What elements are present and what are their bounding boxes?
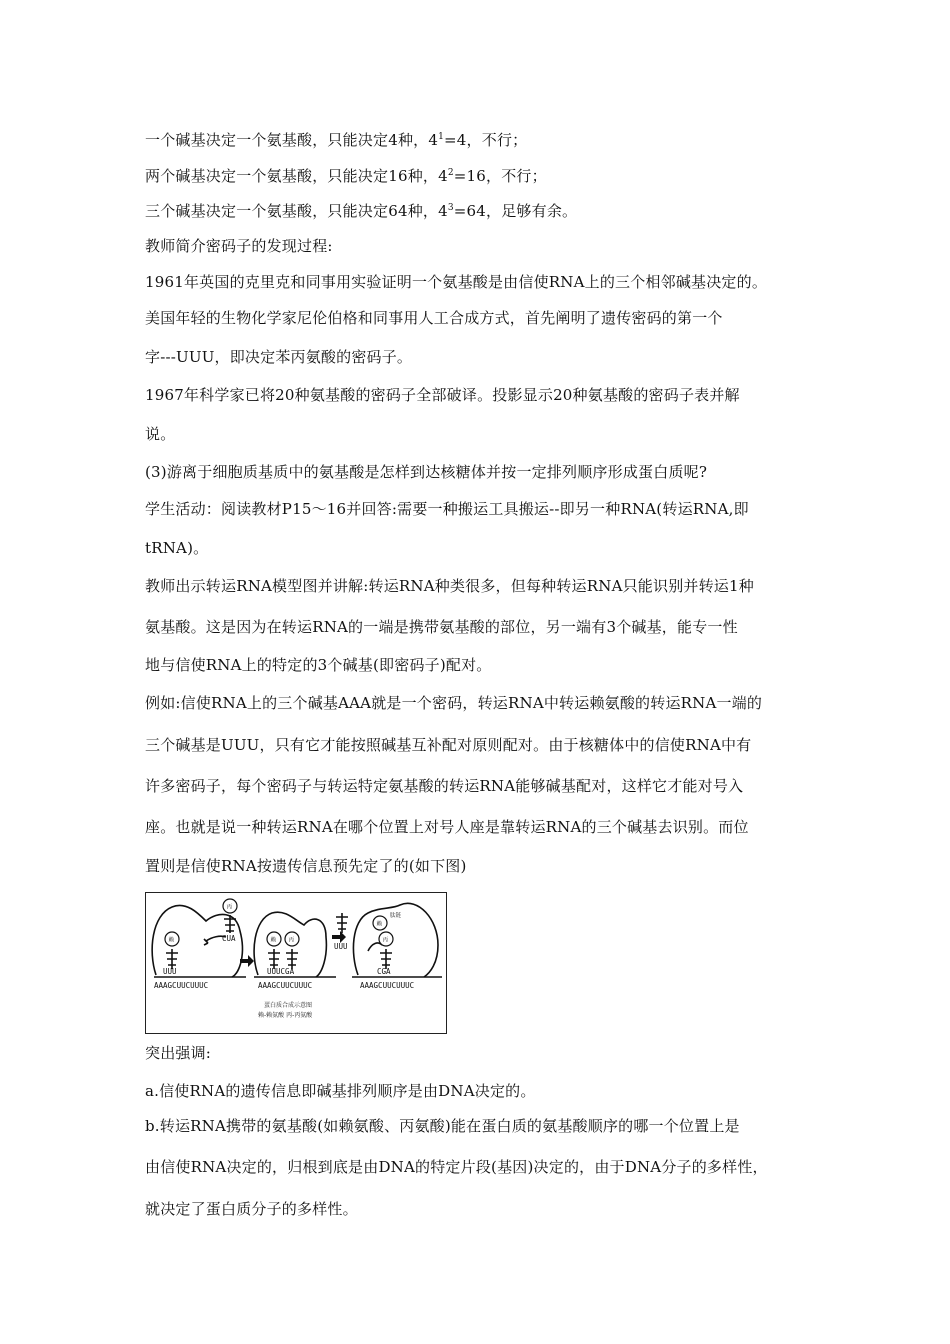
text-line: 两个碱基决定一个氨基酸，只能决定16种，$4^2=16$，不行； [145, 167, 547, 185]
text-line: 氨基酸。这是因为在转运RNA的一端是携带氨基酸的部位，另一端有3个碱基，能专一性 [145, 618, 738, 636]
figure-caption: 蛋白质合成示意图 [264, 1002, 313, 1009]
anticodon: UUU [163, 967, 177, 976]
text-line: 例如:信使RNA上的三个碱基AAA就是一个密码，转运RNA中转运赖氨酸的转运RNA一端的 [145, 694, 763, 712]
anticodon: UUUCGA [267, 967, 295, 976]
text-line: 突出强调: [145, 1044, 212, 1062]
text-line: 教师出示转运RNA模型图并讲解:转运RNA种类很多，但每种转运RNA只能识别并转运1种 [145, 577, 754, 595]
anticodon: CUA [222, 934, 236, 943]
amino-label-ala: 丙 [226, 904, 233, 911]
text-line: 三个碱基决定一个氨基酸，只能决定64种，$4^3=64$，足够有余。 [145, 202, 578, 220]
mrna-sequence: AAAGCUUCUUUC [258, 981, 313, 990]
text-line: 由信使RNA决定的，归根到底是由DNA的特定片段(基因)决定的，由于DNA分子的多样性， [145, 1158, 768, 1176]
mrna-sequence: AAAGCUUCUUUC [154, 981, 209, 990]
text-line: 学生活动：阅读教材P15～16并回答:需要一种搬运工具搬运--即另一种RNA(转运RNA,即 [145, 500, 749, 518]
text-line: 美国年轻的生物化学家尼伦伯格和同事用人工合成方式，首先阐明了遗传密码的第一个 [145, 309, 723, 327]
text-line: 就决定了蛋白质分子的多样性。 [145, 1200, 358, 1218]
amino-label-lys: 赖 [270, 937, 277, 944]
text-line: (3)游离于细胞质基质中的氨基酸是怎样到达核糖体并按一定排列顺序形成蛋白质呢? [145, 463, 708, 481]
text-line: 置则是信使RNA按遗传信息预先定了的(如下图) [145, 857, 467, 875]
amino-label-lys: 赖 [376, 921, 383, 928]
text-line: 一个碱基决定一个氨基酸，只能决定4种，$4^1=4$，不行； [145, 131, 528, 149]
text-line: 许多密码子，每个密码子与转运特定氨基酸的转运RNA能够碱基配对，这样它才能对号入 [145, 777, 744, 795]
text-line: tRNA)。 [145, 539, 209, 557]
amino-label-ala: 丙 [382, 937, 389, 944]
text-line: 1961年英国的克里克和同事用实验证明一个氨基酸是由信使RNA上的三个相邻碱基决定的。 [145, 273, 768, 291]
text-line: 座。也就是说一种转运RNA在哪个位置上对号人座是靠转运RNA的三个碱基去识别。而位 [145, 818, 749, 836]
text-line: 1967年科学家已将20种氨基酸的密码子全部破译。投影显示20种氨基酸的密码子表并解 [145, 386, 740, 404]
anticodon: CGA [377, 967, 391, 976]
text-line: b.转运RNA携带的氨基酸(如赖氨酸、丙氨酸)能在蛋白质的氨基酸顺序的哪一个位置上是 [145, 1117, 740, 1135]
text-line: 三个碱基是UUU，只有它才能按照碱基互补配对原则配对。由于核糖体中的信使RNA中有 [145, 736, 752, 754]
anticodon: UUU [334, 942, 348, 951]
text-line: 说。 [145, 425, 176, 443]
text-line: 字---UUU，即决定苯丙氨酸的密码子。 [145, 348, 413, 366]
peptide-label: 肽链 [390, 913, 402, 919]
text-line: a.信使RNA的遗传信息即碱基排列顺序是由DNA决定的。 [145, 1082, 536, 1100]
figure-caption-legend: 赖-赖氨酸 丙-丙氨酸 [258, 1012, 313, 1019]
amino-label-lys: 赖 [168, 937, 175, 944]
protein-synthesis-figure [145, 892, 447, 1034]
mrna-sequence: AAAGCUUCUUUC [360, 981, 415, 990]
text-line: 地与信使RNA上的特定的3个碱基(即密码子)配对。 [145, 656, 492, 674]
text-line: 教师简介密码子的发现过程: [145, 237, 333, 255]
amino-label-ala: 丙 [288, 937, 295, 944]
